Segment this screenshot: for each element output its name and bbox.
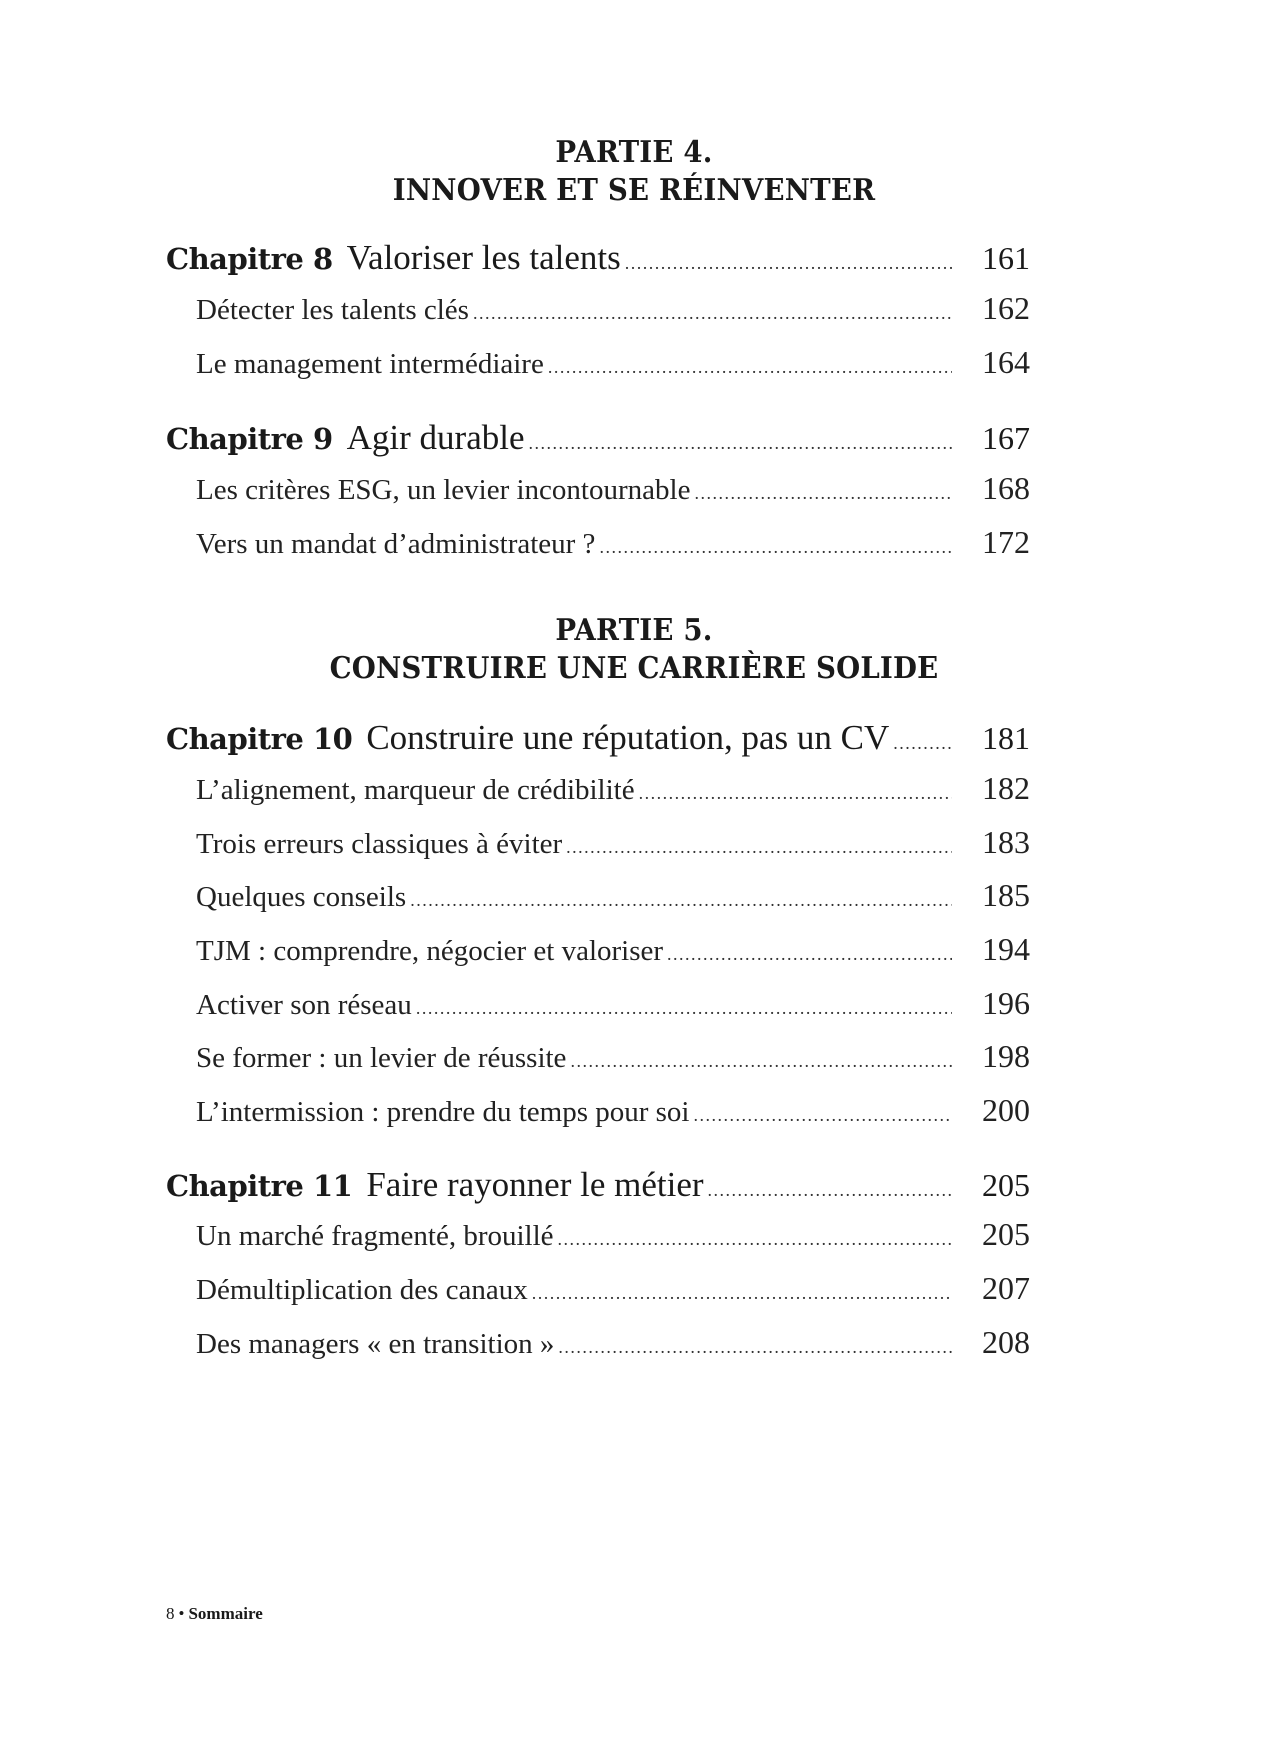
page-number: 205	[982, 1216, 1030, 1252]
page-number: 162	[982, 290, 1030, 326]
section-title: Le management intermédiaire	[196, 348, 544, 380]
part-5-number: PARTIE 5.	[555, 613, 713, 648]
chapter-number: Chapitre 10	[166, 722, 353, 756]
toc-section[interactable]	[196, 770, 1030, 814]
dot-leader	[893, 733, 952, 754]
chapter-title: Valoriser les talents	[346, 238, 621, 277]
chapter-title: Agir durable	[346, 418, 525, 457]
dot-leader	[639, 783, 952, 804]
section-title: Activer son réseau	[196, 989, 412, 1021]
part-4-heading	[51, 134, 1218, 210]
page-number: 200	[982, 1092, 1030, 1128]
part-5-heading	[51, 612, 1218, 688]
toc-section[interactable]	[196, 1324, 1030, 1368]
page-footer	[166, 1604, 263, 1624]
page-number: 182	[982, 770, 1030, 806]
toc-section[interactable]	[196, 524, 1030, 568]
dot-leader	[548, 357, 952, 378]
dot-leader	[694, 483, 952, 504]
section-title: Se former : un levier de réussite	[196, 1042, 567, 1074]
part-4-title: INNOVER ET SE RÉINVENTER	[392, 173, 876, 208]
page-number: 181	[982, 720, 1030, 756]
dot-leader	[570, 1051, 952, 1072]
page-number: 207	[982, 1270, 1030, 1306]
dot-leader	[708, 1180, 952, 1201]
toc-chapter-8[interactable]	[166, 238, 1030, 282]
dot-leader	[558, 1337, 952, 1358]
toc-chapter-11[interactable]	[166, 1165, 1030, 1209]
page-number: 168	[982, 470, 1030, 506]
toc-section[interactable]	[196, 877, 1030, 921]
dot-leader	[566, 837, 952, 858]
toc-section[interactable]	[196, 290, 1030, 334]
page-number: 161	[982, 240, 1030, 276]
part-5-title: CONSTRUIRE UNE CARRIÈRE SOLIDE	[329, 651, 939, 686]
page-number: 172	[982, 524, 1030, 560]
page-number: 185	[982, 877, 1030, 913]
page-number: 164	[982, 344, 1030, 380]
toc-section[interactable]	[196, 931, 1030, 975]
dot-leader	[473, 303, 952, 324]
section-title: Détecter les talents clés	[196, 294, 469, 326]
page-number: 205	[982, 1167, 1030, 1203]
part-4-number: PARTIE 4.	[555, 135, 713, 170]
chapter-number: Chapitre 11	[166, 1169, 353, 1203]
toc-section[interactable]	[196, 344, 1030, 388]
chapter-title: Faire rayonner le métier	[366, 1165, 704, 1204]
dot-leader	[599, 537, 952, 558]
section-title: Des managers « en transition »	[196, 1328, 555, 1360]
section-title: Trois erreurs classiques à éviter	[196, 828, 563, 860]
page-number: 183	[982, 824, 1030, 860]
dot-leader	[532, 1283, 952, 1304]
section-title: Quelques conseils	[196, 881, 407, 913]
dot-leader	[416, 998, 952, 1019]
page-number: 196	[982, 985, 1030, 1021]
chapter-title: Construire une réputation, pas un CV	[366, 718, 890, 757]
toc-chapter-9[interactable]	[166, 418, 1030, 462]
footer-label: Sommaire	[188, 1604, 263, 1623]
section-title: Vers un mandat d’administrateur ?	[196, 528, 596, 560]
toc-section[interactable]	[196, 1038, 1030, 1082]
toc-section[interactable]	[196, 824, 1030, 868]
section-title: Démultiplication des canaux	[196, 1274, 528, 1306]
chapter-number: Chapitre 8	[166, 242, 333, 276]
page-number: 167	[982, 420, 1030, 456]
dot-leader	[558, 1229, 952, 1250]
footer-page-number: 8	[166, 1604, 175, 1623]
toc-section[interactable]	[196, 1092, 1030, 1136]
dot-leader	[529, 433, 952, 454]
toc-section[interactable]	[196, 1270, 1030, 1314]
dot-leader	[667, 944, 952, 965]
dot-leader	[410, 890, 952, 911]
section-title: TJM : comprendre, négocier et valoriser	[196, 935, 664, 967]
chapter-number: Chapitre 9	[166, 422, 333, 456]
toc-chapter-10[interactable]	[166, 718, 1030, 762]
section-title: Les critères ESG, un levier incontournable	[196, 474, 691, 506]
page-number: 194	[982, 931, 1030, 967]
page-number: 198	[982, 1038, 1030, 1074]
footer-bullet: •	[178, 1604, 185, 1623]
page-number: 208	[982, 1324, 1030, 1360]
section-title: Un marché fragmenté, brouillé	[196, 1220, 554, 1252]
toc-section[interactable]	[196, 1216, 1030, 1260]
dot-leader	[625, 253, 952, 274]
section-title: L’alignement, marqueur de crédibilité	[196, 774, 635, 806]
section-title: L’intermission : prendre du temps pour soi	[196, 1096, 690, 1128]
toc-section[interactable]	[196, 470, 1030, 514]
dot-leader	[693, 1105, 952, 1126]
toc-section[interactable]	[196, 985, 1030, 1029]
